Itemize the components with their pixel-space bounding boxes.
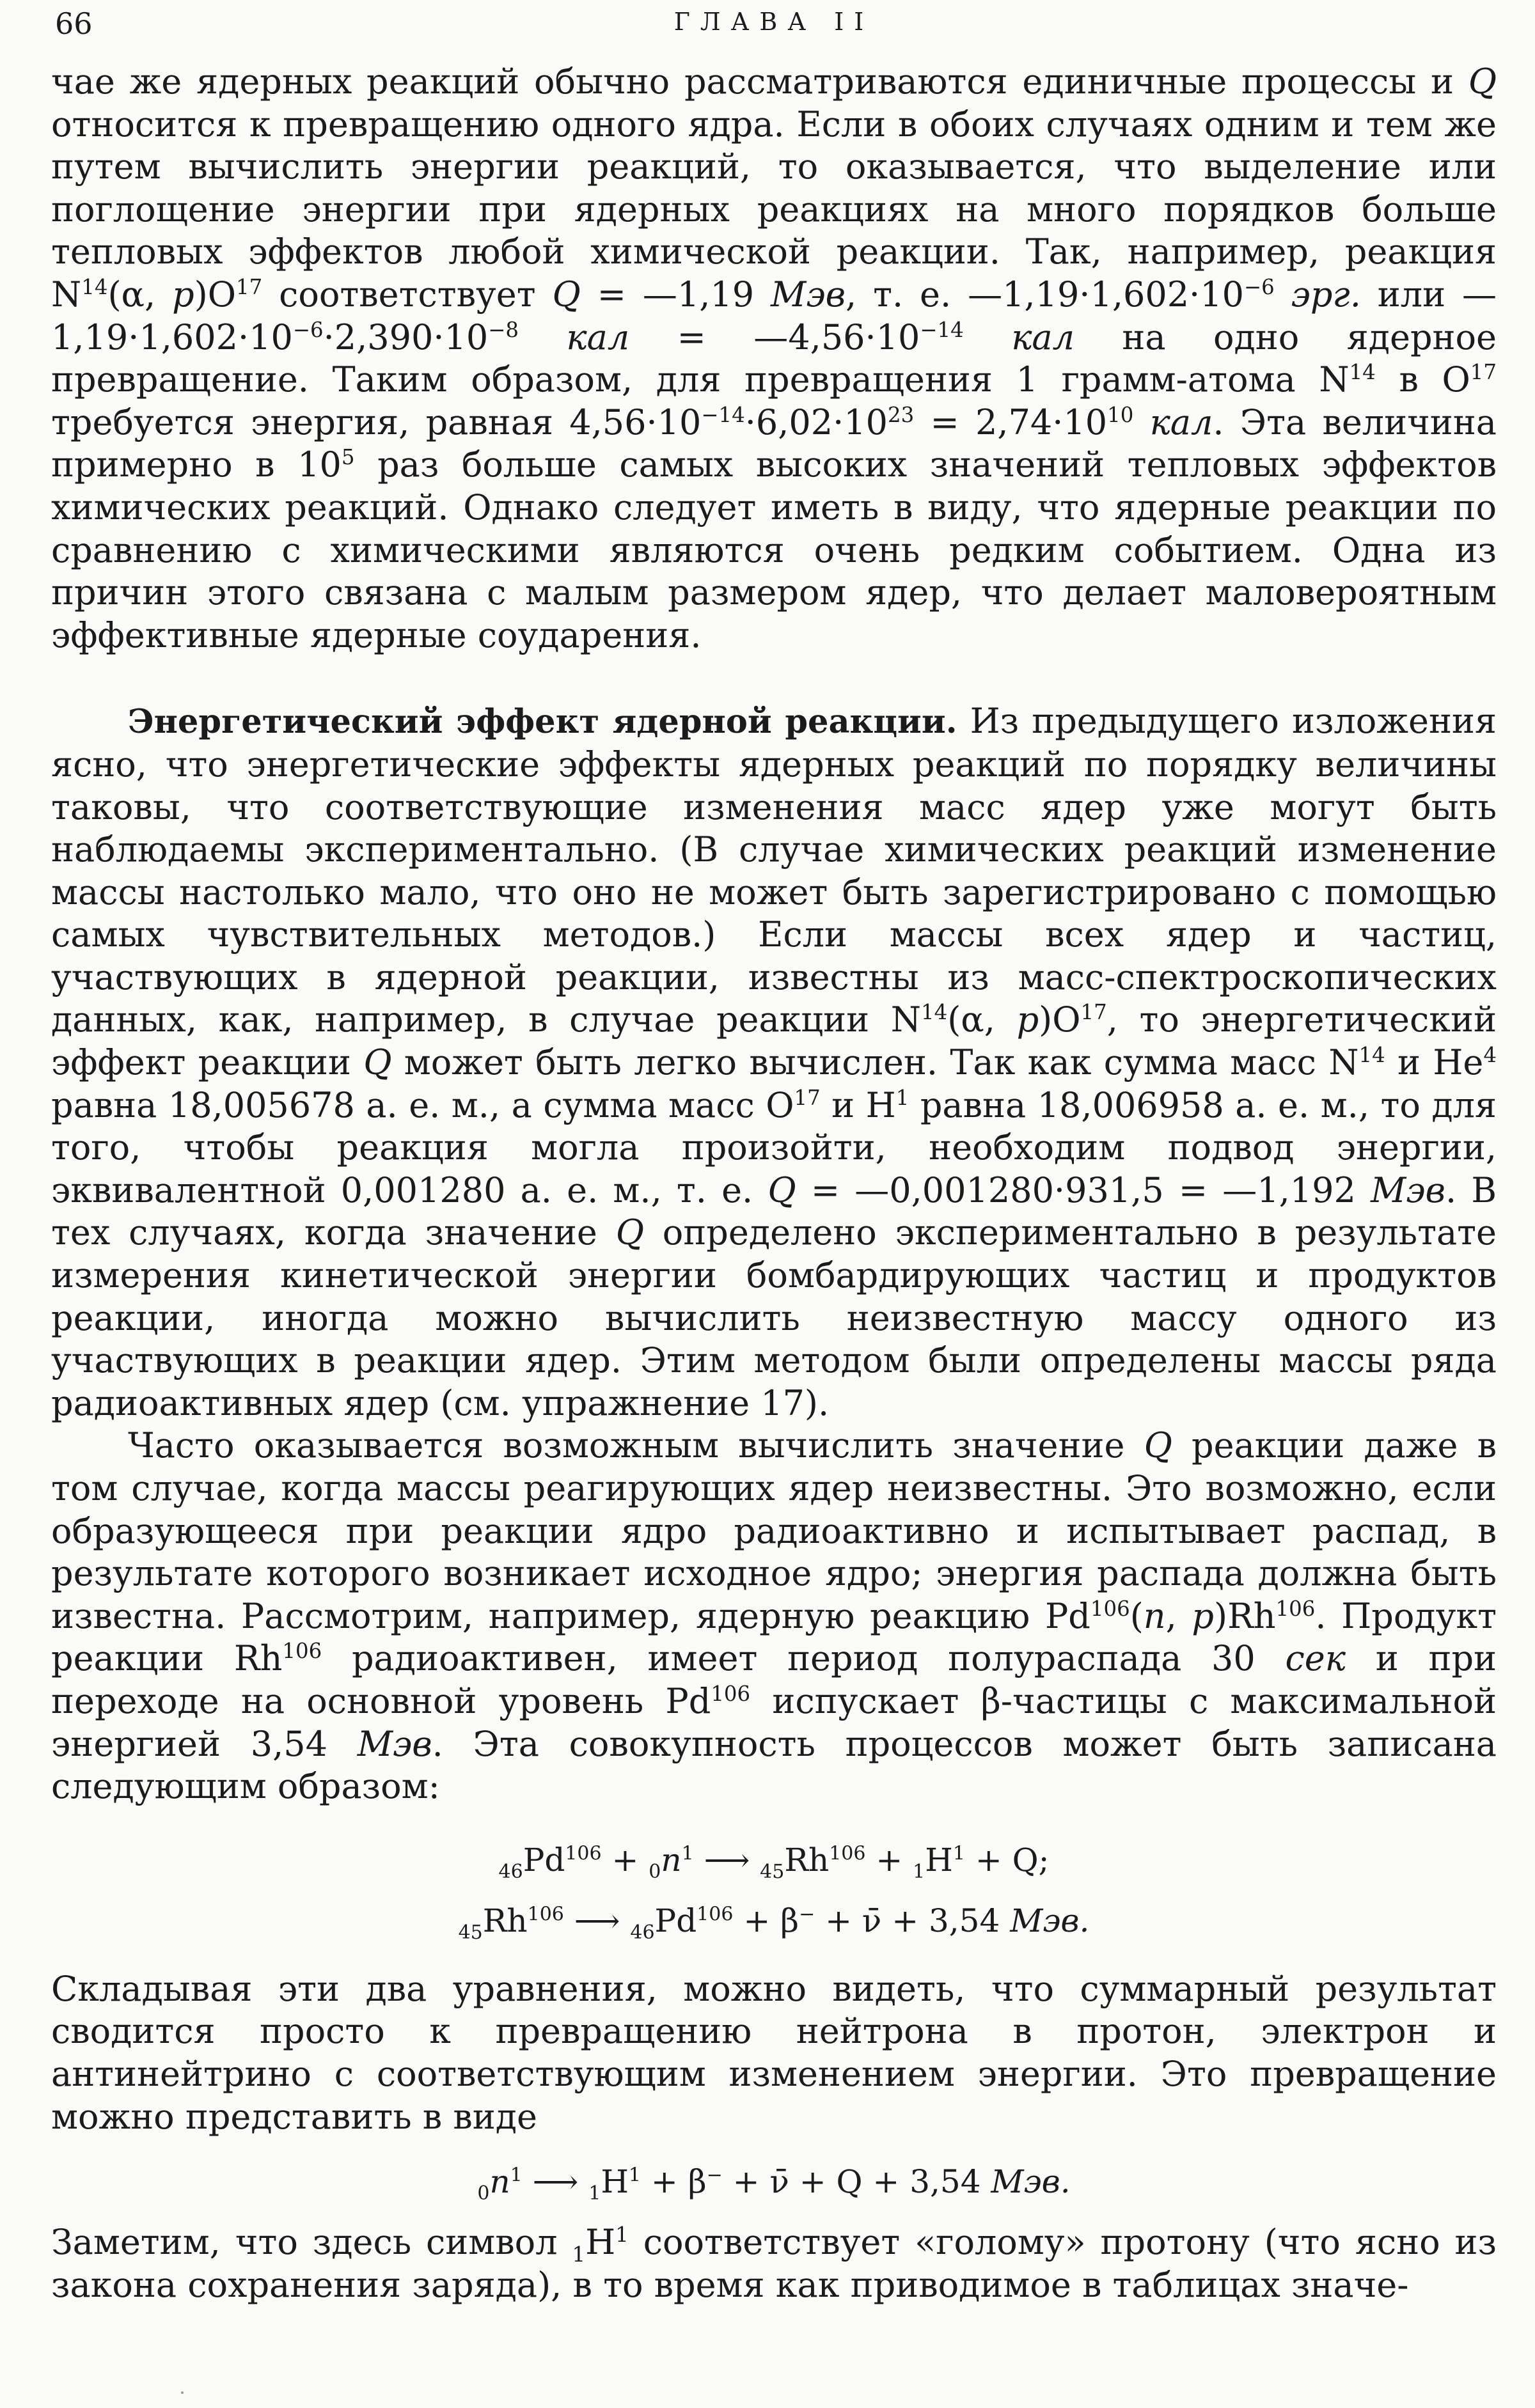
- section-heading: Энергетический эффект ядерной реакции.: [128, 703, 957, 742]
- page-number: 66: [55, 6, 93, 41]
- section-gap: [51, 657, 1497, 700]
- paragraph-continued: чае же ядерных реакций обычно рассматриваются единичные процессы и Q относится к превращению одного ядра. Если в обоих случаях одним и тем же путем вычислить энергии реакций, то оказывается, что выделение или поглощение энергии при ядерных реакциях на много порядков больше тепловых эффектов любой химической реакции. Так, например, реакция $N^{14}(\alpha$, $p)O^{17}$ соответствует Q = —1,19 Мэв, т. е. $—1,19\cdot 1,602\cdot 10^{-6}$ эрг. или $—1,19\cdot 1,602\cdot 10^{-6}\cdot 2,390\cdot 10^{-8}$ кал = $—4,56\cdot 10^{-14}$ кал на одно ядерное превращение. Таким образом, для превращения 1 грамм-атома $N^{14}$ в $O^{17}$ требуется энергия, равная $4,56\cdot 10^{-14}\cdot 6,02\cdot 10^{23} = 2,74\cdot 10^{10}$ кал. Эта величина примерно в $10^5$ раз больше самых высоких значений тепловых эффектов химических реакций. Однако следует иметь в виду, что ядерные реакции по сравнению с химическими являются очень редким событием. Одна из причин этого связана с малым размером ядер, что делает маловероятным эффективные ядерные соударения.: [51, 61, 1497, 655]
- paragraph-sum: Складывая эти два уравнения, можно видеть, что суммарный результат сводится просто к превращению нейтрона в протон, электрон и антинейтрино с соответствующим изменением энергии. Это превращение можно представить в виде: [51, 1968, 1497, 2137]
- paragraph-q-value: Часто оказывается возможным вычислить значение Q реакции даже в том случае, когда массы реагирующих ядер неизвестны. Это возможно, если образующееся при реакции ядро радиоактивно и испытывает распад, в результате которого возникает исходное ядро; энергия распада должна быть известна. Рассмотрим, например, ядерную реакцию Pd$^{106}$(n, p)Rh$^{106}$. Продукт реакции Rh$^{106}$ радиоактивен, имеет период полураспада 30 сек и при переходе на основной уровень Pd$^{106}$ испускает β-частицы с максимальной энергией 3,54 Мэв. Эта совокупность процессов может быть записана следующим образом:: [51, 1425, 1497, 1807]
- print-speck: [181, 2391, 184, 2394]
- equation-pair: [51, 1830, 1497, 1951]
- chapter-title: ГЛАВА II: [673, 8, 874, 36]
- paragraph-energy-effect: Энергетический эффект ядерной реакции. Из предыдущего изложения ясно, что энергетические эффекты ядерных реакций по порядку величины таковы, что соответствующие изменения масс ядер уже могут быть наблюдаемы экспериментально. (В случае химических реакций изменение массы настолько мало, что оно не может быть зарегистрировано с помощью самых чувствительных методов.) Если массы всех ядер и частиц, участвующих в ядерной реакции, известны из масс-спектроскопических данных, как, например, в случае реакции $N^{14}(\alpha$, $p)O^{17}$, то энергетический эффект реакции Q может быть легко вычислен. Так как сумма масс $N^{14}$ и He$^4$ равна 18,005678 а. е. м., а сумма масс $O^{17}$ и $H^1$ равна 18,006958 а. е. м., то для того, чтобы реакция могла произойти, необходим подвод энергии, эквивалентной 0,001280 а. е. м., т. е. Q = —0,001280·931,5 = —1,192 Мэв. В тех случаях, когда значение Q определено экспериментально в результате измерения кинетической энергии бомбардирующих частиц и продуктов реакции, иногда можно вычислить неизвестную массу одного из участвующих в реакции ядер. Этим методом были определены массы ряда радиоактивных ядер (см. упражнение 17).: [51, 701, 1497, 1423]
- paragraph-note: Заметим, что здесь символ $_1H^1$ соответствует «голому» протону (что ясно из закона сохранения заряда), в то время как приводимое в таблицах значе-: [51, 2222, 1497, 2305]
- body-text: [51, 61, 1497, 2306]
- equation-decay: $_{45}Rh^{106}$ ⟶ $_{46}Pd^{106} + \beta^-$ + ν̄ + 3,54 Мэв.: [458, 1902, 1090, 1944]
- running-head: [51, 0, 1497, 61]
- equation-reaction: $_{46}Pd^{106} + _0n^1$ ⟶ $_{45}Rh^{106} + _1H^1 + Q$;: [498, 1841, 1050, 1883]
- equation-neutron-decay: $_0n^1$ ⟶ $_1H^1 + \beta^-$ + ν̄ + Q + 3,54 Мэв.: [477, 2163, 1071, 2205]
